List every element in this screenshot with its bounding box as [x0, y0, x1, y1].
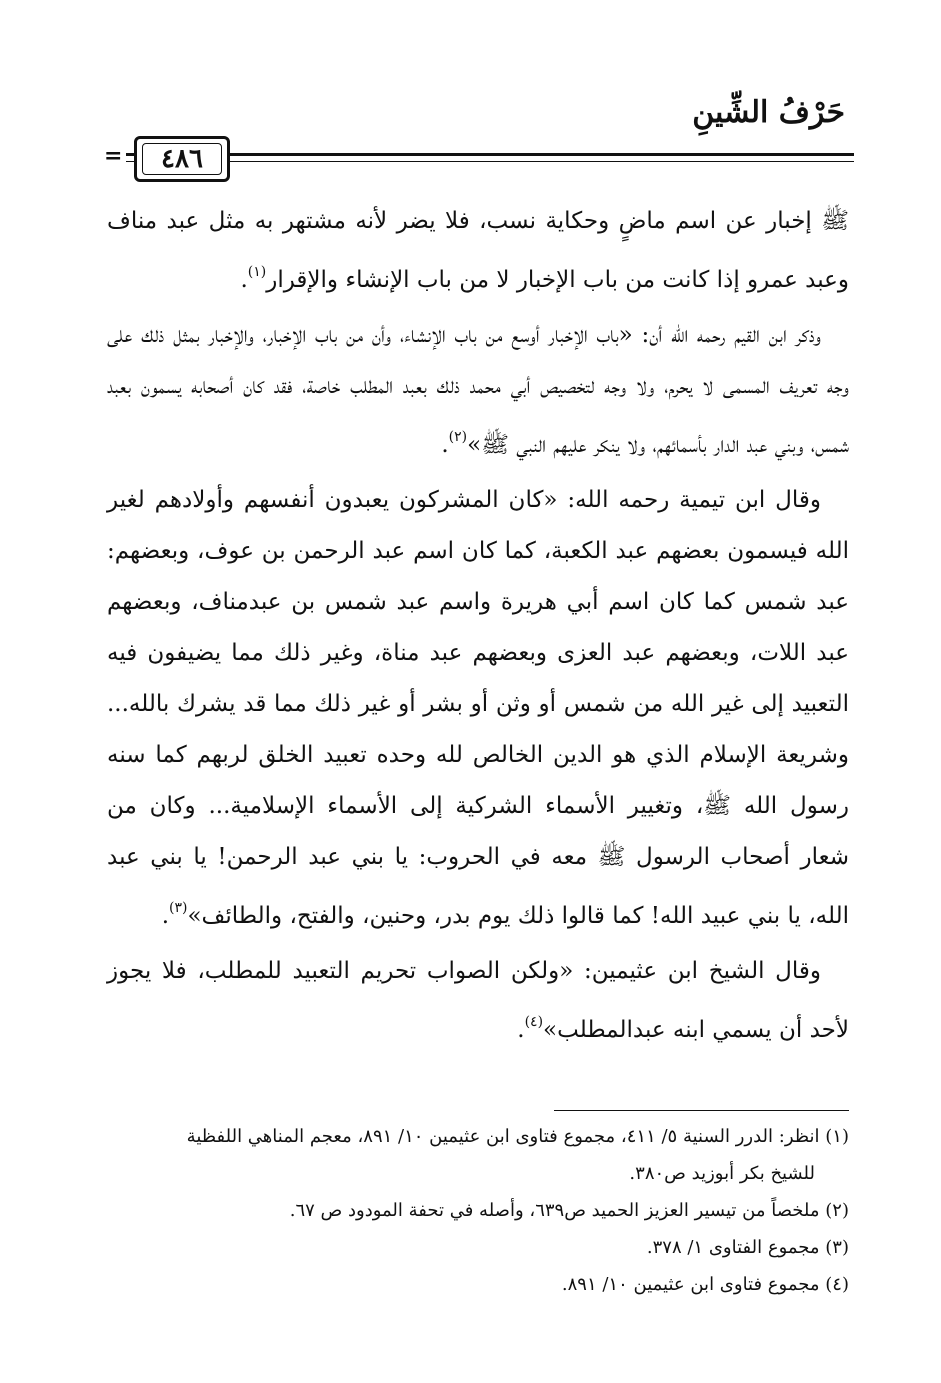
footnote-number: (٣) — [825, 1237, 849, 1258]
footnote-number: (١) — [825, 1126, 849, 1147]
page-number: ٤٨٦ — [142, 143, 222, 175]
footnote-ref: (١) — [247, 264, 267, 280]
footnote-text: مجموع فتاوى ابن عثيمين ١٠/ ٨٩١. — [561, 1274, 820, 1295]
paragraph-3 — [107, 475, 849, 942]
paragraph-text: وذكر ابن القيم رحمه الله أن: «باب الإخبار أوسع من باب الإنشاء، وأن من باب الإخبار، والإخبار بمثل ذلك على وجه تعريف المسمى لا يحرم، ولا وجه لتخصيص أبي محمد ذلك بعبد المطلب خاصة، فقد كان أصحابه يسمون بعبد شمس، وبني عبد الدار بأسمائهم، ولا ينكر عليهم النبي ﷺ» — [107, 322, 849, 458]
paragraph-text: وقال ابن تيمية رحمه الله: «كان المشركون يعبدون أنفسهم وأولادهم لغير الله فيسمون بعضهم عبد الكعبة، كما كان اسم عبد الرحمن بن عوف، وبعضهم: عبد شمس كما كان اسم أبي هريرة واسم عبد شمس بن عبدمناف، وبعضهم عبد اللات، وبعضهم عبد العزى وبعضهم عبد مناة، وغير ذلك مما يضيفون فيه التعبيد إلى غير الله من شمس أو وثن أو بشر أو غير ذلك مما قد يشرك بالله... وشريعة الإسلام الذي هو الدين الخالص لله وحده تعبيد الخلق لربهم كما سنه رسول الله ﷺ، وتغيير الأسماء الشركية إلى الأسماء الإسلامية... وكان من شعار أصحاب الرسول ﷺ معه في الحروب: يا بني عبد الرحمن! يا بني عبد الله، يا بني عبيد الله! كما قالوا ذلك يوم بدر، وحنين، والفتح، والطائف» — [107, 487, 849, 929]
page-number-band — [104, 136, 854, 184]
paragraph-end: . — [441, 432, 449, 458]
footnote-text: انظر: الدرر السنية ٥/ ٤١١، مجموع فتاوى ابن عثيمين ١٠/ ٨٩١، معجم المناهي اللفظية — [186, 1126, 820, 1147]
footnote-text: ملخصاً من تيسير العزيز الحميد ص٦٣٩، وأصله في تحفة المودود ص ٦٧. — [289, 1200, 820, 1221]
page-number-box — [134, 136, 230, 182]
footnote-continuation: للشيخ بكر أبوزيد ص٣٨٠. — [629, 1163, 815, 1184]
paragraph-4 — [107, 946, 849, 1056]
footnote-ref: (٣) — [169, 900, 188, 916]
separator-mark: = — [104, 145, 126, 167]
footnote-ref: (٤) — [524, 1014, 544, 1030]
running-title: حَرْفُ الشِّينِ — [692, 95, 845, 130]
footnote-text: مجموع الفتاوى ١/ ٣٧٨. — [646, 1237, 820, 1258]
footnote-ref: (٢) — [448, 429, 468, 445]
footnote-4 — [107, 1266, 849, 1303]
main-text — [107, 196, 849, 1060]
paragraph-text: وقال الشيخ ابن عثيمين: «ولكن الصواب تحريم التعبيد للمطلب، فلا يجوز لأحد أن يسمي ابنه عبدالمطلب» — [107, 958, 849, 1043]
footnotes — [107, 1118, 849, 1303]
footnote-divider — [554, 1110, 849, 1111]
footnote-number: (٢) — [825, 1200, 849, 1221]
paragraph-end: . — [240, 267, 248, 293]
footnote-2 — [107, 1192, 849, 1229]
footnote-1 — [107, 1118, 849, 1192]
paragraph-text: ﷺ إخبار عن اسم ماضٍ وحكاية نسب، فلا يضر لأنه مشتهر به مثل عبد مناف وعبد عمرو إذا كانت من باب الإخبار لا من باب الإنشاء والإقرار — [107, 208, 849, 293]
footnote-number: (٤) — [825, 1274, 849, 1295]
footnote-3 — [107, 1229, 849, 1266]
paragraph-end: . — [517, 1017, 525, 1043]
paragraph-1 — [107, 196, 849, 306]
paragraph-end: . — [161, 903, 169, 929]
paragraph-2 — [107, 310, 849, 471]
